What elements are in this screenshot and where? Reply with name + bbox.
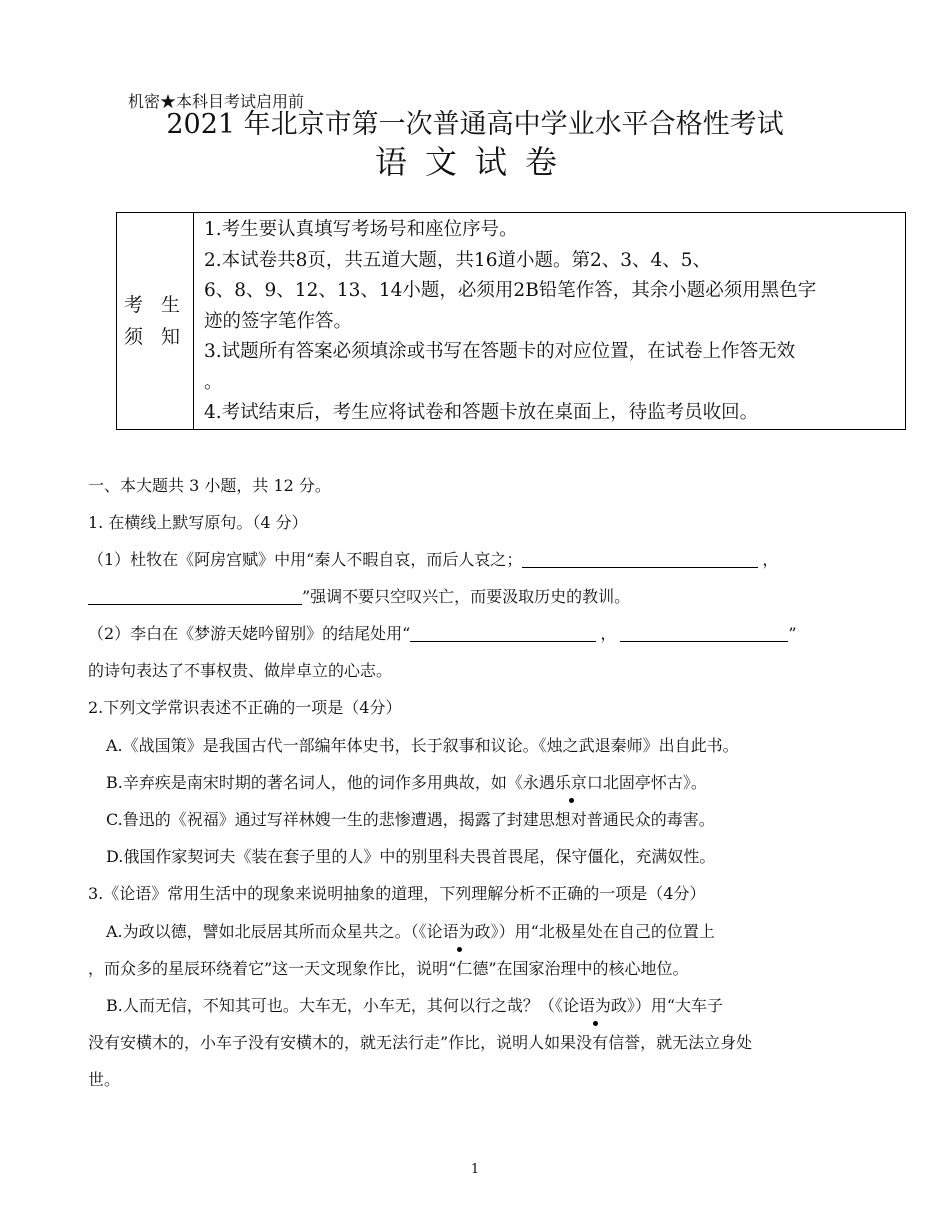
q2-b-text: B.辛弃疾是南宋时期的著名词人，他的词作多用典故，如《永遇乐 xyxy=(106,773,571,792)
exam-title-text: 2021 年北京市第一次普通高中学业水平合格性考试 xyxy=(166,109,784,140)
notice-item: 。 xyxy=(204,371,223,393)
q1-part2-close-quote: ” xyxy=(788,624,797,643)
section-heading: 一、本大题共 3 小题，共 12 分。 xyxy=(88,476,331,495)
confidential-notice: 机密★本科目考试启用前 xyxy=(128,92,305,111)
question-1-part1-line2 xyxy=(88,587,868,607)
q3-b-text-tail: 为政》）用“大车子 xyxy=(594,996,724,1015)
question-2-option-d: D.俄国作家契诃夫《装在套子里的人》中的别里科夫畏首畏尾，保守僵化，充满奴性。 xyxy=(106,847,716,866)
answer-blank[interactable] xyxy=(88,588,302,605)
notice-item: 1.考生要认真填写考场号和座位序号。 xyxy=(204,219,518,240)
notice-label-line2: 须 知 xyxy=(123,326,187,348)
page-number: 1 xyxy=(470,1162,480,1177)
q1-part1-text: （1）杜牧在《阿房宫赋》中用“秦人不暇自哀，而后人哀之； xyxy=(88,550,523,569)
question-2-option-a: A.《战国策》是我国古代一部编年体史书，长于叙事和议论。《烛之武退秦师》出自此书。 xyxy=(106,736,739,755)
answer-blank[interactable] xyxy=(522,551,758,568)
q3-b-text: B.人而无信，不知其可也。大车无，小车无，其何以行之哉？（《论语 xyxy=(106,996,595,1015)
notice-label-line1: 考 生 xyxy=(123,294,187,316)
question-2-option-c: C.鲁迅的《祝福》通过写祥林嫂一生的悲惨遭遇，揭露了封建思想对普通民众的毒害。 xyxy=(106,810,715,829)
answer-blank[interactable] xyxy=(620,625,788,642)
notice-item: 2.本试卷共8页，共五道大题，共16道小题。第2、3、4、5、 xyxy=(204,249,712,271)
question-1-part2-line1 xyxy=(88,624,868,644)
q1-part1-tail: ”强调不要只空叹兴亡，而要汲取历史的教训。 xyxy=(302,587,631,606)
q3-a-text: A.为政以德，譬如北辰居其所而众星共之。（《论语 xyxy=(106,922,459,941)
notice-item: 3.试题所有答案必须填涂或书写在答题卡的对应位置，在试卷上作答无效 xyxy=(204,341,796,362)
q1-part2-text: （2）李白在《梦游天姥吟留别》的结尾处用“ xyxy=(88,624,411,643)
question-3-option-b-line2: 没有安横木的，小车子没有安横木的，就无法行走”作比，说明人如果没有信誉，就无法立身处 xyxy=(88,1033,753,1052)
notice-item: 4.考试结束后，考生应将试卷和答题卡放在桌面上，待监考员收回。 xyxy=(204,402,759,423)
question-1-part1-line1 xyxy=(88,550,868,570)
question-3-stem: 3.《论语》常用生活中的现象来说明抽象的道理，下列理解分析不正确的一项是（4分） xyxy=(88,884,706,903)
question-2-stem: 2.下列文学常识表述不正确的一项是（4分） xyxy=(88,698,402,717)
question-3-option-a-line2: ，而众多的星辰环绕着它”这一天文现象作比，说明“仁德”在国家治理中的核心地位。 xyxy=(88,959,689,978)
candidate-notice-box xyxy=(116,212,906,430)
exam-title xyxy=(0,108,950,142)
notice-item: 迹的签字笔作答。 xyxy=(204,310,353,332)
question-1-stem: 1. 在横线上默写原句。（4 分） xyxy=(88,513,308,532)
q1-part2-comma: ， xyxy=(600,624,617,643)
notice-item: 6、8、9、12、13、14小题，必须用2B铅笔作答，其余小题必须用黑色字 xyxy=(204,280,817,301)
question-3-option-a-line1 xyxy=(106,922,886,942)
q3-a-text-tail: 为政》）用“北极星处在自己的位置上 xyxy=(458,922,715,941)
q2-b-text-tail: 京口北固亭怀古》。 xyxy=(570,773,707,792)
notice-content xyxy=(194,213,905,429)
subject-title: 语文试卷 xyxy=(374,143,575,181)
question-2-option-b xyxy=(106,773,886,793)
question-1-part2-line2: 的诗句表达了不事权贵、做岸卓立的心志。 xyxy=(88,661,393,680)
question-3-option-b-line3: 世。 xyxy=(88,1070,121,1089)
answer-blank[interactable] xyxy=(410,625,596,642)
notice-label xyxy=(117,213,194,429)
q1-part1-comma: ， xyxy=(762,550,779,569)
question-3-option-b-line1 xyxy=(106,996,886,1016)
